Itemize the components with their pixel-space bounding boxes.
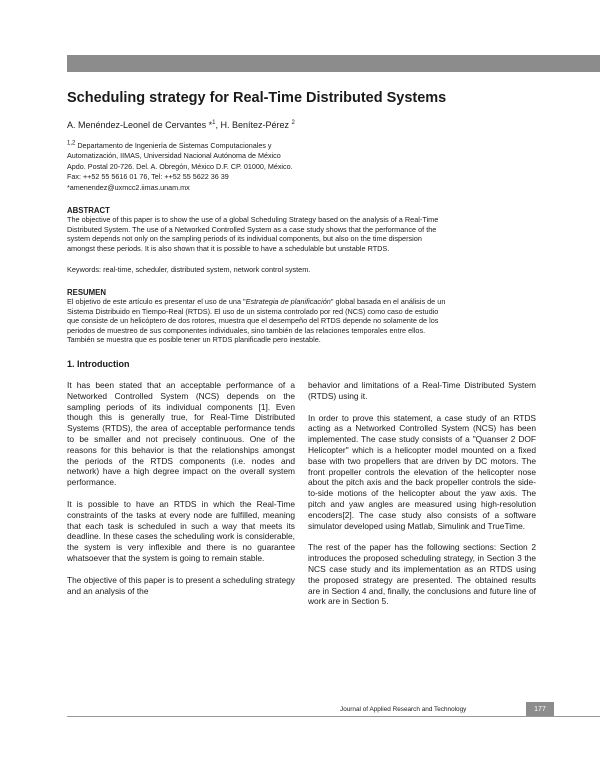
- resumen-line: Sistema Distribuido en Tiempo-Real (RTDS). El uso de un sistema controlado por red (NCS) como caso de estudio: [67, 306, 439, 316]
- right-column: [308, 380, 536, 618]
- paragraph: In order to prove this statement, a case study of an RTDS acting as a Networked Controlled System (NCS) has been implemented. The case study consists of a "Quanser 2 DOF Helicopter" which is a helicopter model mounted on a fixed base with two propellers that are driven by DC motors. The front propeller controls the elevation of the helicopter nose about the pitch axis and the back propeller controls the side-to-side motions of the helicopter about the yaw axis. The pitch and yaw angles are measured using high-resolution encoders[2]. The case study also consists of a software simulator developed using Matlab, Simulink and TrueTime.: [308, 412, 536, 531]
- affiliation-email: *amenendez@uxmcc2.iimas.unam.mx: [67, 182, 190, 192]
- paragraph: behavior and limitations of a Real-Time Distributed System (RTDS) using it.: [308, 380, 536, 401]
- header-bar: [67, 55, 600, 72]
- affiliation-line: Departamento de Ingeniería de Sistemas Computacionales y: [75, 141, 272, 150]
- paper-title: Scheduling strategy for Real-Time Distributed Systems: [67, 90, 447, 106]
- resumen-heading: RESUMEN: [67, 288, 106, 297]
- footer-journal-name: Journal of Applied Research and Technology: [340, 706, 467, 713]
- resumen-line: También se muestra que es posible tener un RTDS planificadle pero inestable.: [67, 335, 321, 345]
- abstract-heading: ABSTRACT: [67, 206, 110, 215]
- resumen-text: [67, 297, 533, 345]
- resumen-italic: Estrategia de planificación: [245, 297, 331, 306]
- paragraph: The rest of the paper has the following sections: Section 2 introduces the proposed scheduling strategy, in Section 3 the NCS case study and its implementation as an RTDS using the proposed strategy are presented. The obtained results are in Section 4 and, finally, the conclusions and future line of work are in Section 5.: [308, 542, 536, 607]
- author-line: [67, 120, 295, 130]
- abstract-line: Distributed System. The use of a Networked Controlled System as a case study shows that the performance of the: [67, 224, 437, 234]
- affiliation-line: Apdo. Postal 20-726. Del. A. Obregón, México D.F. CP. 01000, México.: [67, 161, 293, 171]
- author-separator: , H. Benítez-Pérez: [215, 120, 292, 130]
- affiliation-block: [67, 141, 293, 193]
- paragraph: The objective of this paper is to present a scheduling strategy and an analysis of the: [67, 574, 295, 596]
- author-1-sup: 1: [212, 120, 216, 126]
- abstract-line: The objective of this paper is to show the use of a global Scheduling Strategy based on the analysis of a Real-Time: [67, 215, 439, 224]
- abstract-line: system depends not only on the sampling periods of its individual components, but also on the time dispersion: [67, 234, 422, 244]
- page-number: 177: [526, 702, 554, 717]
- resumen-line: periodos de muestreo de sus componentes individuales, sino también de las relaciones temporales entre ellos.: [67, 325, 426, 335]
- abstract-line: amongst these periods. It is also shown that it is possible to have a schedulable but unstable RTDS.: [67, 243, 390, 253]
- resumen-line: " global basada en el análisis de un: [330, 297, 446, 306]
- author-1: A. Menéndez-Leonel de Cervantes *: [67, 120, 213, 130]
- paragraph: It has been stated that an acceptable performance of a Networked Controlled System (NCS) depends on the sampling periods of its individual components [1]. Even though this is generally true, for Real-Time Distributed Systems (RTDS), the area of acceptable performance tends to be smaller and not precisely continuous. One of the reasons for this behavior is that the relationships amongst the periods of the RTDS components (i.e. nodes and network) have a high degree impact on the overall system performance.: [67, 380, 295, 488]
- affiliation-line: Automatización, IIMAS, Universidad Nacional Autónoma de México: [67, 151, 281, 161]
- author-2-sup: 2: [291, 120, 295, 126]
- section-heading-introduction: 1. Introduction: [67, 359, 130, 369]
- keywords: Keywords: real-time, scheduler, distributed system, network control system.: [67, 265, 311, 274]
- resumen-line: El objetivo de este artículo es presentar el uso de una ": [67, 297, 246, 306]
- left-column: [67, 380, 295, 607]
- footer-divider: [67, 716, 600, 717]
- affiliation-line: Fax: ++52 55 5616 01 76, Tel: ++52 55 5622 36 39: [67, 172, 229, 182]
- abstract-text: [67, 215, 533, 253]
- affiliation-sup: 1,2: [67, 140, 76, 147]
- paragraph: It is possible to have an RTDS in which the Real-Time constraints of the tasks at every node are fulfilled, meaning that each task is scheduled in such a way that meets its deadline. In these cases the scheduling work is considerable, the system is very inflexible and there is no guarantee whatsoever that the system is going to remain stable.: [67, 498, 295, 563]
- resumen-line: que consiste de un helicóptero de dos rotores, muestra que el desempeño del RTDS depende no solamente de los: [67, 316, 439, 326]
